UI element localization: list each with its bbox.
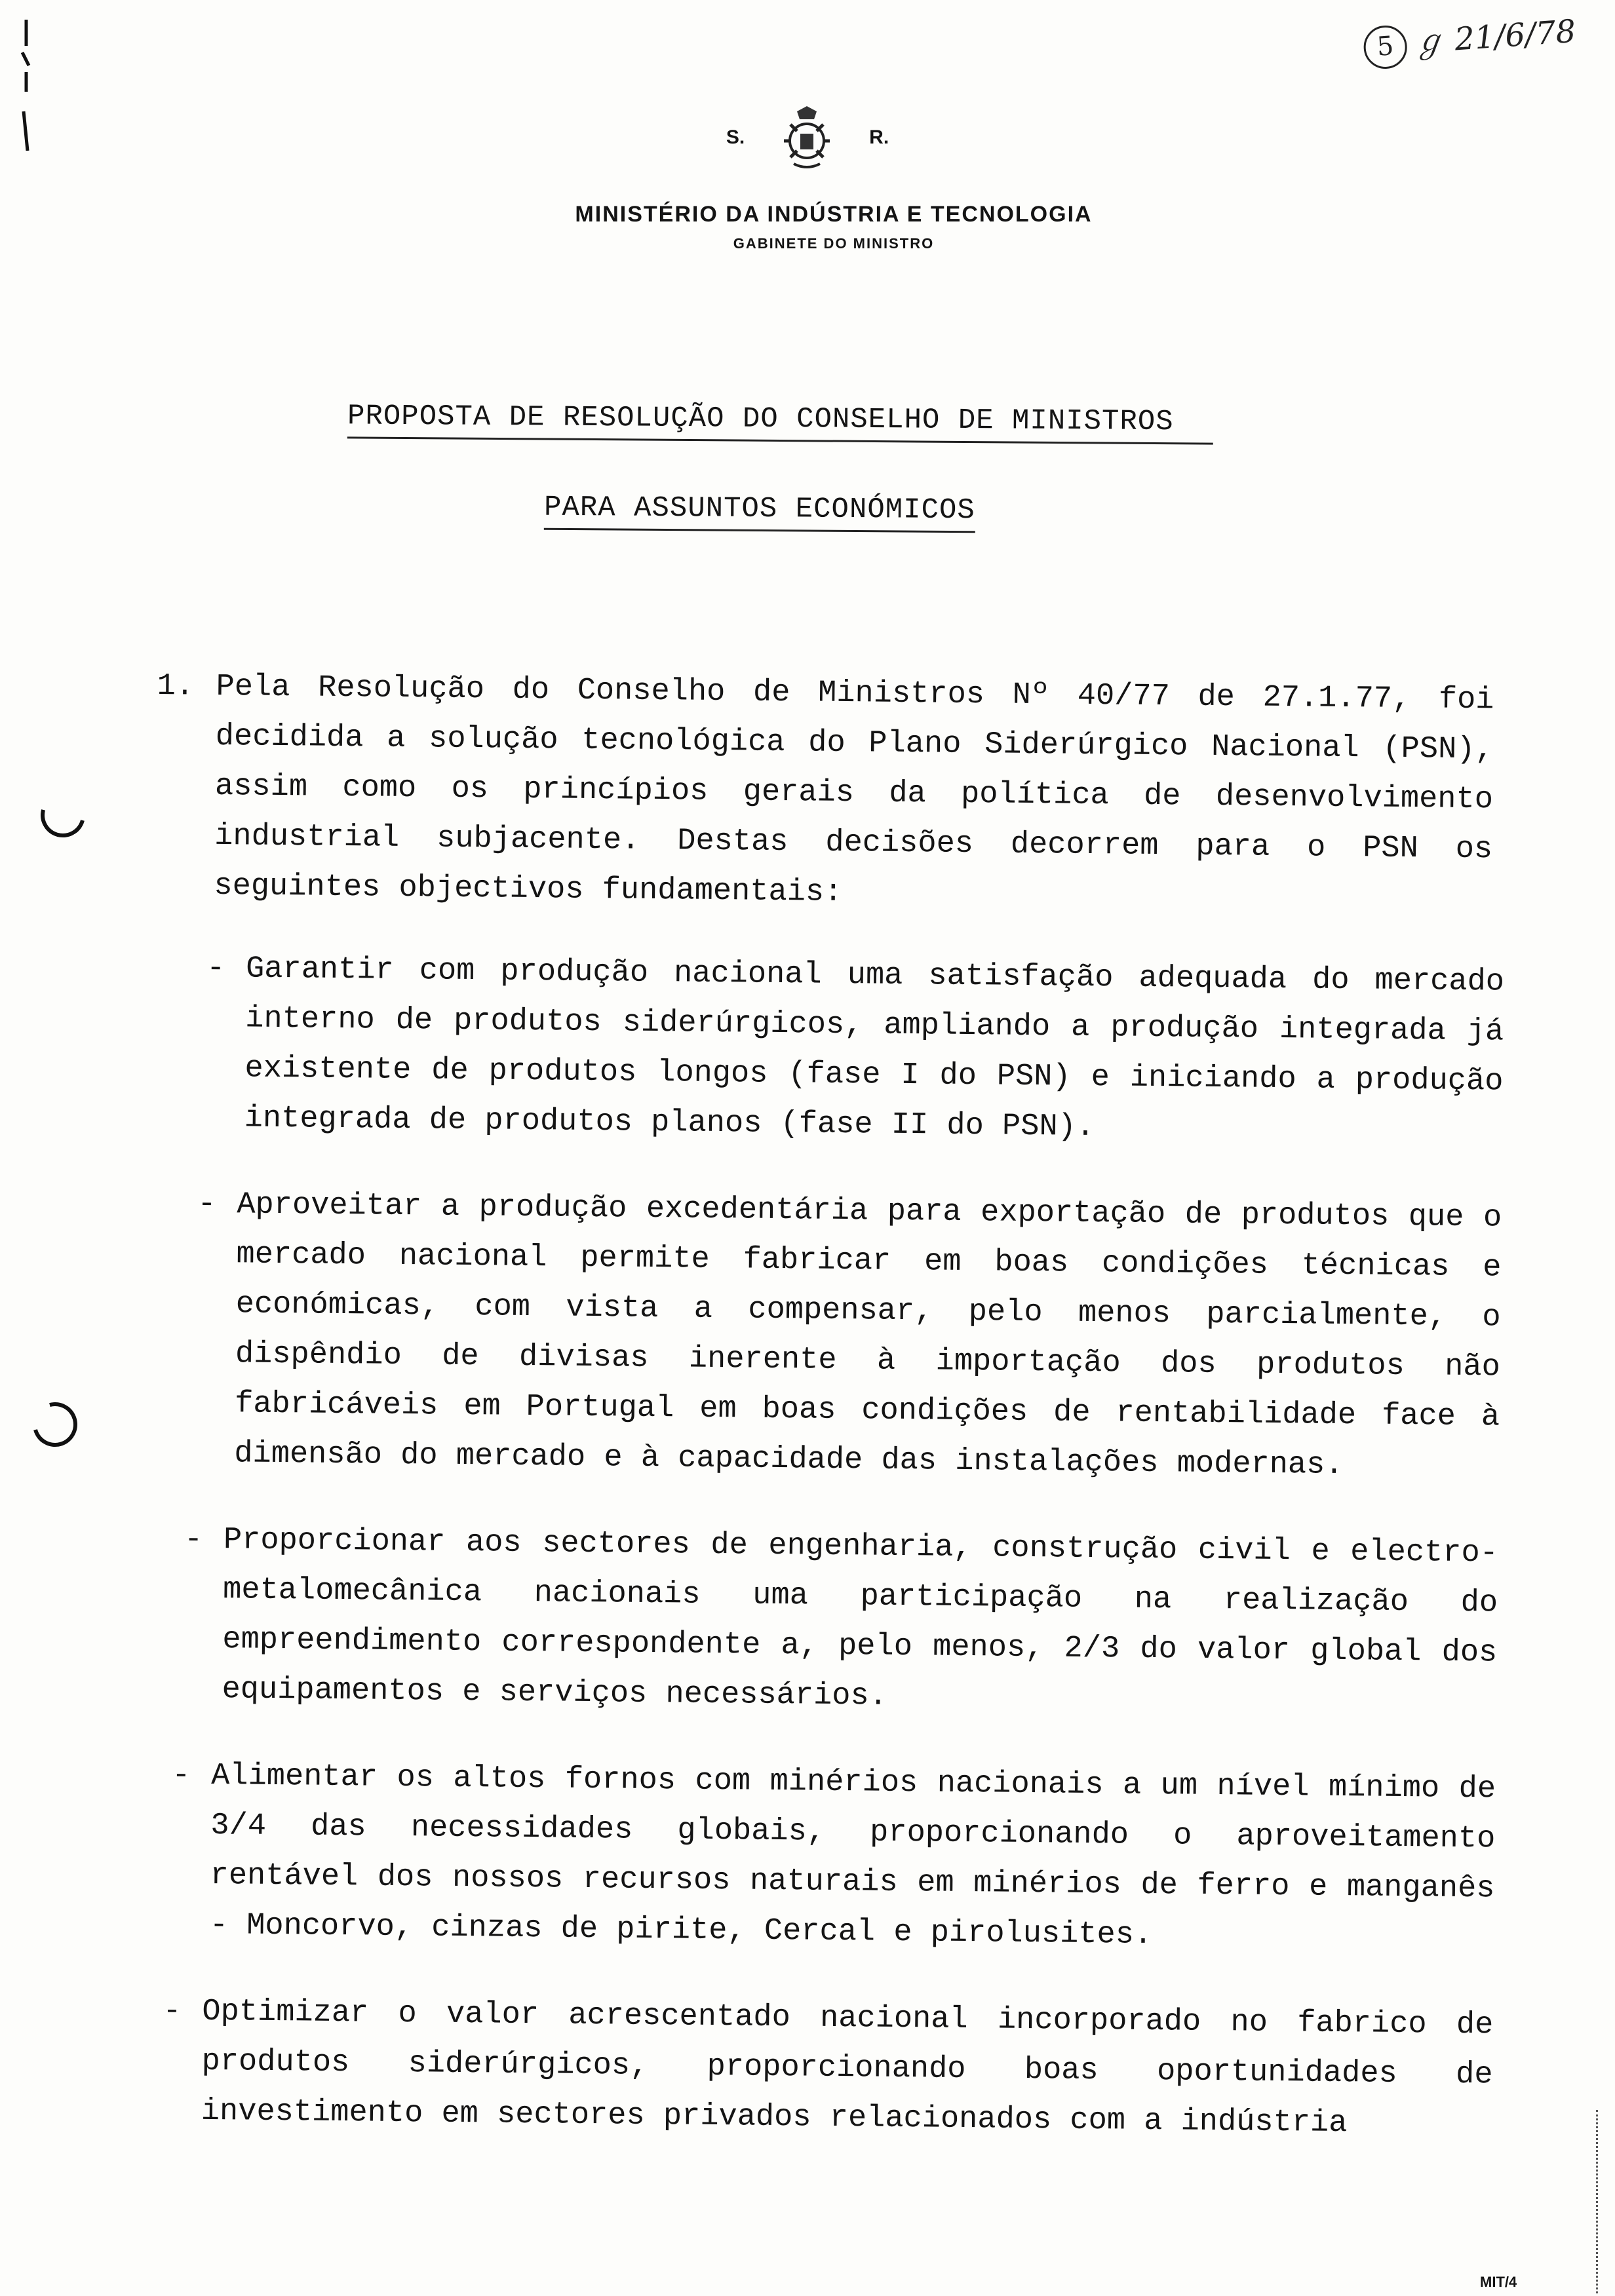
bullet-dash: - (184, 1522, 203, 1558)
bullet-dash: - (197, 1187, 216, 1222)
handwritten-annotation (1362, 6, 1578, 70)
paragraph (155, 662, 1521, 925)
footer-form-code: MIT/4 (1480, 2274, 1517, 2290)
annotation-date: ℊ 21/6/78 (1412, 12, 1577, 61)
paragraph-number: 1. (157, 668, 195, 704)
objective-text: Alimentar os altos fornos com minérios nacionais a um nível mínimo de 3/4 das necessidades globais, proporcionando o aproveitamento rentável dos nossos recursos naturais em minérios de ferro e manganês - Moncorvo, cinzas de pirite, Cercal e pirolusites. (209, 1758, 1496, 1953)
objective-text: Garantir com produção nacional uma satisfação adequada do mercado interno de produtos siderúrgicos, ampliando a produção integrada já existente de produtos longos (fase I do PSN) e iniciando a produção integrada de produtos planos (fase II do PSN). (244, 951, 1505, 1145)
objective-item (182, 1516, 1511, 1729)
bullet-dash: - (171, 1758, 191, 1793)
objective-text: Optimizar o valor acrescentado nacional incorporado no fabrico de produtos siderúrgicos, proporcionando boas oportunidades de investimento em sectores privados relacionados com a indústria (201, 1994, 1494, 2141)
annotation-circled-number: 5 (1362, 24, 1408, 70)
punch-hole-mark (33, 785, 94, 846)
crest-line (0, 105, 1615, 170)
bullet-dash: - (163, 1994, 182, 2029)
document-title-line-2: PARA ASSUNTOS ECONÓMICOS (544, 491, 975, 533)
objective-item (204, 944, 1517, 1157)
objective-text: Aproveitar a produção excedentária para exportação de produtos que o mercado nacional permite fabricar em boas condições técnicas e económicas, com vista a compensar, pelo menos parcialmente, o dispêndio de divisas inerente à importação dos produtos não fabricáveis em Portugal em boas condições de rentabilidade face à dimensão do mercado e à capacidade das instalações modernas. (234, 1187, 1502, 1483)
objective-item (170, 1751, 1509, 1964)
objective-text: Proporcionar aos sectores de engenharia, construção civil e electro-metalomecânica nacionais uma participação na realização do empreendimento correspondente a, pelo menos, 2/3 do valor global dos equipamentos e serviços necessários. (222, 1523, 1499, 1714)
paragraph-text: Pela Resolução do Conselho de Ministros Nº 40/77 de 27.1.77, foi decidida a solução tecnológica do Plano Siderúrgico Nacional (PSN), assim como os princípios gerais da política de desenvolvimento industrial subjacente. Destas decisões decorrem para o PSN os seguintes objectivos fundamentais: (214, 669, 1494, 910)
coat-of-arms-icon (771, 105, 843, 170)
punch-hole-mark (25, 1394, 86, 1455)
bullet-dash: - (206, 951, 225, 987)
letterhead (0, 105, 1615, 252)
ministry-name: MINISTÉRIO DA INDÚSTRIA E TECNOLOGIA (575, 202, 1093, 227)
right-initial: R. (869, 126, 889, 148)
objective-item (161, 1987, 1506, 2150)
left-initial: S. (726, 126, 745, 148)
cabinet-name: GABINETE DO MINISTRO (733, 235, 935, 252)
document-body (142, 662, 1521, 2187)
edge-speckle (1596, 2110, 1603, 2293)
document-title-line-1: PROPOSTA DE RESOLUÇÃO DO CONSELHO DE MINISTROS (347, 400, 1213, 444)
objective-item (195, 1180, 1515, 1493)
